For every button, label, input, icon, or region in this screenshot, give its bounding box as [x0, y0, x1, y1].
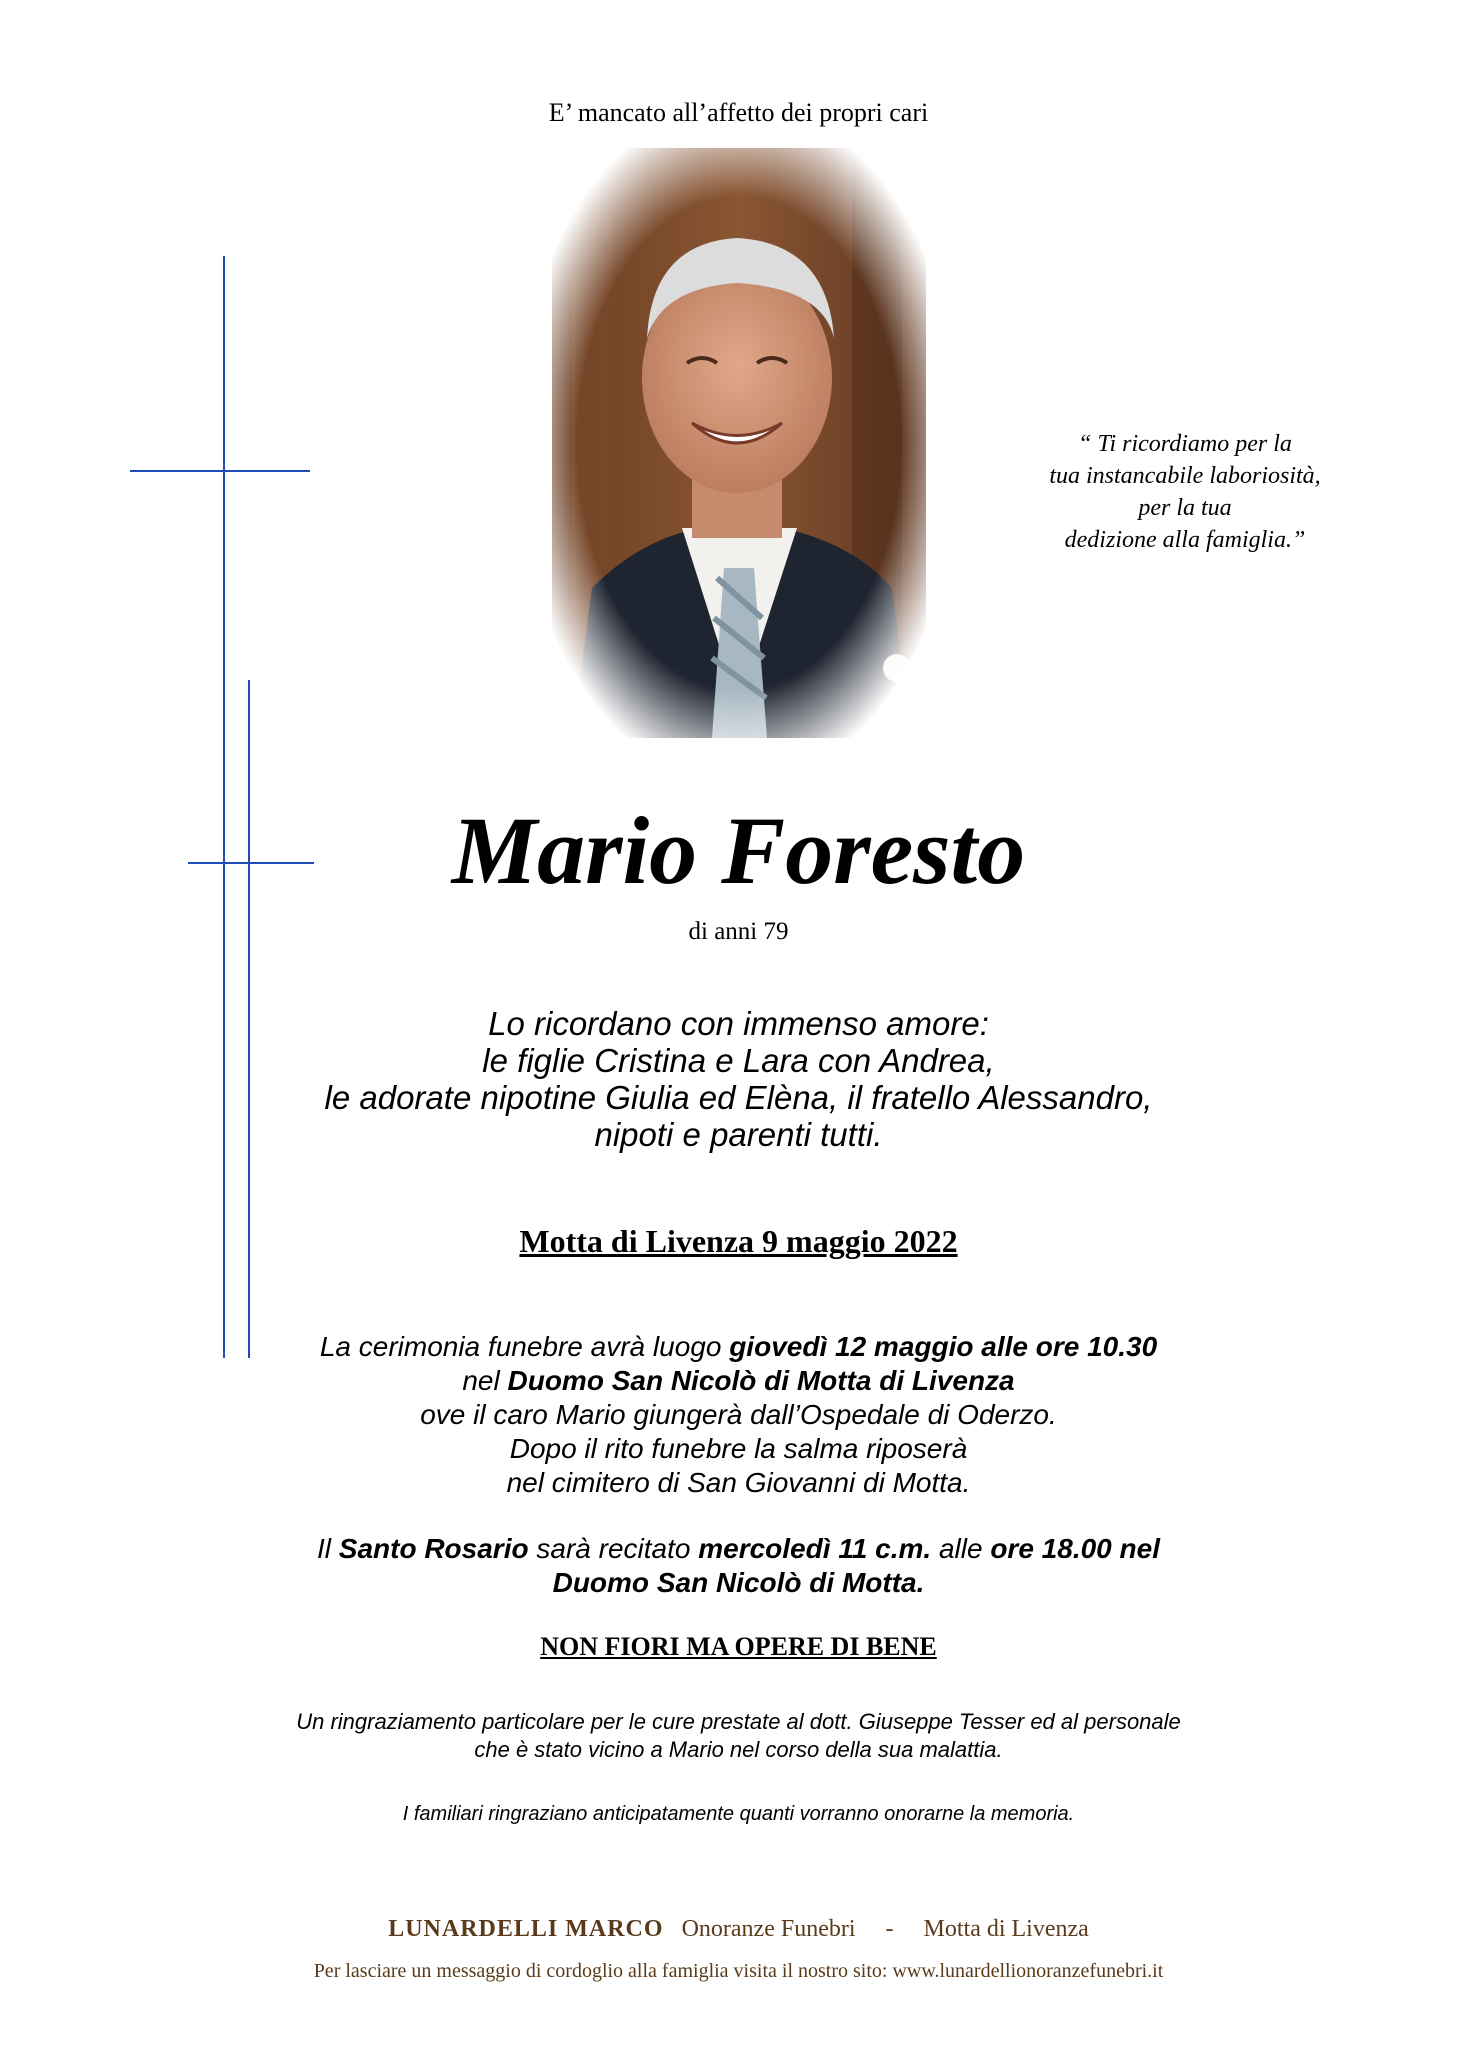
- thanks-message: [0, 1708, 1477, 1764]
- ceremony-info: [0, 1330, 1477, 1500]
- condolence-message: Per lasciare un messaggio di cordoglio alla famiglia visita il nostro sito: www.lunardellionoranzefunebri.it: [313, 1960, 1164, 1982]
- rosary-location: Duomo San Nicolò di Motta.: [552, 1567, 925, 1598]
- family-thanks: I familiari ringraziano anticipatamente quanti vorranno onorarne la memoria.: [402, 1803, 1075, 1825]
- place-date: Motta di Livenza 9 maggio 2022: [519, 1223, 958, 1259]
- ceremony-line: [0, 1330, 1477, 1364]
- no-flowers-notice: NON FIORI MA OPERE DI BENE: [540, 1632, 937, 1661]
- rosary-label: Santo Rosario: [338, 1533, 529, 1564]
- funeral-home-name: LUNARDELLI MARCO: [388, 1916, 664, 1942]
- quote-line: “ Ti ricordiamo per la: [1078, 431, 1292, 457]
- quote-line: per la tua: [1138, 495, 1232, 521]
- ceremony-location: Duomo San Nicolò di Motta di Livenza: [507, 1365, 1015, 1396]
- ceremony-text: La cerimonia funebre avrà luogo: [319, 1331, 730, 1362]
- intro-text: E’ mancato all’affetto dei propri cari: [548, 98, 929, 127]
- rosary-date: mercoledì 11 c.m.: [698, 1533, 932, 1564]
- family-line: le figlie Cristina e Lara con Andrea,: [482, 1042, 995, 1079]
- quote-line: tua instancabile laboriosità,: [1049, 463, 1321, 489]
- deceased-name: Mario Foresto: [451, 797, 1026, 904]
- thanks-line: che è stato vicino a Mario nel corso della sua malattia.: [474, 1737, 1003, 1762]
- family-remembrance: [0, 1005, 1477, 1153]
- ceremony-line: nel cimitero di San Giovanni di Motta.: [506, 1467, 971, 1498]
- family-line: Lo ricordano con immenso amore:: [488, 1005, 989, 1042]
- rosary-text: alle: [931, 1533, 991, 1564]
- family-line: le adorate nipotine Giulia ed Elèna, il fratello Alessandro,: [324, 1079, 1153, 1116]
- ceremony-line: [0, 1364, 1477, 1398]
- thanks-line: Un ringraziamento particolare per le cure prestate al dott. Giuseppe Tesser ed al personale: [296, 1709, 1181, 1734]
- family-line: nipoti e parenti tutti.: [594, 1116, 883, 1153]
- funeral-home-service: Onoranze Funebri: [681, 1916, 856, 1942]
- ceremony-datetime: giovedì 12 maggio alle ore 10.30: [729, 1331, 1158, 1362]
- rosary-text: sarà recitato: [528, 1533, 699, 1564]
- footer-separator: -: [885, 1916, 894, 1942]
- quote-line: dedizione alla famiglia.”: [1064, 527, 1306, 553]
- rosary-line: [0, 1566, 1477, 1600]
- funeral-home-town: Motta di Livenza: [923, 1916, 1089, 1942]
- ceremony-line: ove il caro Mario giungerà dall’Ospedale di Oderzo.: [420, 1399, 1057, 1430]
- funeral-home-footer: [0, 1916, 1477, 1943]
- rosary-info: [0, 1532, 1477, 1600]
- rosary-text: Il: [317, 1533, 339, 1564]
- ceremony-line: Dopo il rito funebre la salma riposerà: [509, 1433, 968, 1464]
- ceremony-text: nel: [462, 1365, 508, 1396]
- rosary-line: [0, 1532, 1477, 1566]
- portrait-photo: [552, 148, 926, 738]
- deceased-age: di anni 79: [688, 918, 789, 945]
- memorial-quote: [1020, 428, 1350, 556]
- cross-line-horizontal-1: [130, 470, 310, 472]
- rosary-time: ore 18.00 nel: [990, 1533, 1160, 1564]
